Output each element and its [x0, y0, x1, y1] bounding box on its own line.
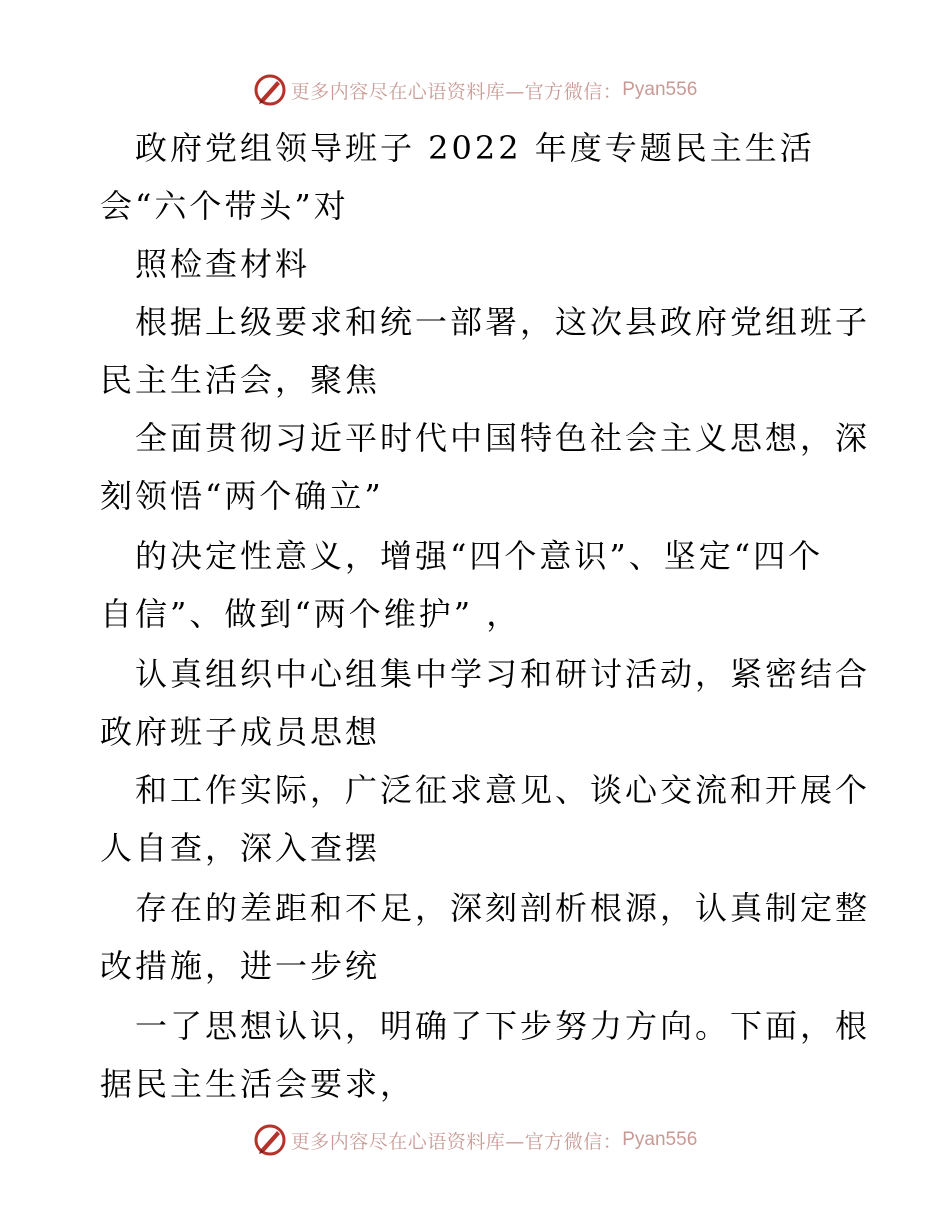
text-line: 政府班子成员思想: [100, 713, 381, 751]
text-line: 刻领悟“两个确立”: [100, 477, 384, 515]
watermark-text: 更多内容尽在心语资料库—官方微信：: [290, 80, 623, 103]
text-line: 一了思想认识，明确了下步努力方向。下面，根: [135, 1007, 871, 1045]
title-line-1: 政府党组领导班子 2022 年度专题民主生活: [135, 129, 815, 167]
text-line: 据民主生活会要求，: [100, 1065, 416, 1103]
text-line: 认真组织中心组集中学习和研讨活动，紧密结合: [135, 655, 871, 693]
watermark-header: [0, 70, 950, 110]
watermark-text: 更多内容尽在心语资料库—官方微信：: [290, 1130, 623, 1153]
pen-logo-icon: [253, 1123, 287, 1157]
text-line: 根据上级要求和统一部署，这次县政府党组班子: [135, 303, 871, 341]
watermark-footer: [0, 1120, 950, 1160]
text-line: 存在的差距和不足，深刻剖析根源，认真制定整: [135, 889, 871, 927]
pen-logo-icon: [253, 73, 287, 107]
text-line: 改措施，进一步统: [100, 947, 381, 985]
text-line: 自信”、做到“两个维护” ，: [100, 595, 522, 633]
title-line-3: 照检查材料: [135, 245, 311, 283]
text-line: 人自查，深入查摆: [100, 829, 381, 867]
text-line: 民主生活会，聚焦: [100, 361, 381, 399]
watermark-wechat-id: Pyan556: [622, 79, 698, 100]
text-line: 和工作实际，广泛征求意见、谈心交流和开展个: [135, 771, 871, 809]
watermark-wechat-id: Pyan556: [622, 1129, 698, 1150]
text-line: 全面贯彻习近平时代中国特色社会主义思想，深: [135, 419, 871, 457]
title-line-2: 会“六个带头”对: [100, 187, 349, 225]
text-line: 的决定性意义，增强“四个意识”、坚定“四个: [135, 537, 824, 575]
